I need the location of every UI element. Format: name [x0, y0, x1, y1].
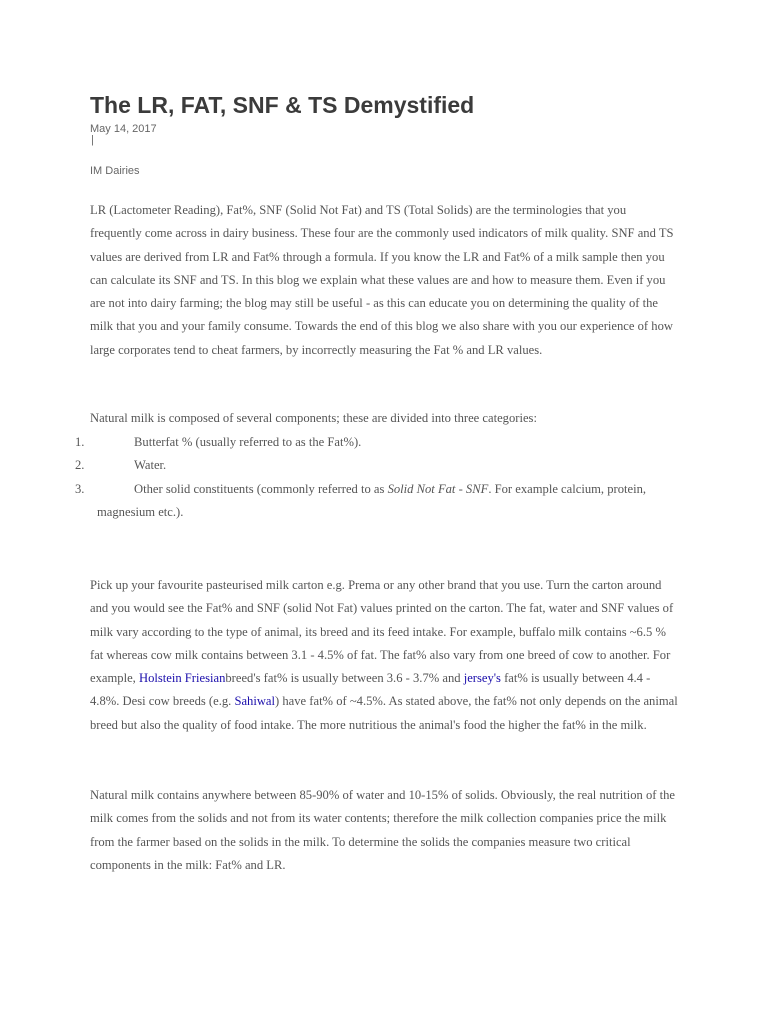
- solids-paragraph: Natural milk contains anywhere between 85-90% of water and 10-15% of solids. Obviously, the real nutrition of the milk comes from the solids and not from its water contents; therefore the milk collection companies price the milk from the farmer based on the solids in the milk. To determine the solids the companies measure two critical components in the milk: Fat% and LR.: [90, 788, 675, 872]
- components-list: [0, 431, 768, 524]
- list-item-text: [134, 482, 646, 496]
- meta-separator: |: [91, 134, 94, 146]
- carton-text-3: fat% is usually between 4.4 - 4.8%. Desi cow breeds (e.g.: [90, 671, 651, 709]
- list-item: [0, 454, 679, 477]
- components-lead: Natural milk is composed of several components; these are divided into three categories:: [90, 411, 537, 425]
- list-item-text-end: . For example calcium, protein,: [488, 481, 647, 496]
- post-date: May 14, 2017: [90, 123, 157, 135]
- list-item-number: 3.: [75, 481, 85, 496]
- carton-paragraph: [90, 574, 680, 737]
- list-item-text: Butterfat % (usually referred to as the Fat%).: [134, 435, 362, 449]
- intro-paragraph: LR (Lactometer Reading), Fat%, SNF (Solid Not Fat) and TS (Total Solids) are the terminologies that you frequently come across in dairy business. These four are the commonly used indicators of milk quality. SNF and TS values are derived from LR and Fat% through a formula. If you know the LR and Fat% of a milk sample then you can calculate its SNF and TS. In this blog we explain what these values are and how to measure them. Even if you are not into dairy farming; the blog may still be useful - as this can educate you on determining the quality of the milk that you and your family consume. Towards the end of this blog we also share with you our experience of how large corporates tend to cheat farmers, by incorrectly measuring the Fat % and LR values.: [90, 203, 674, 357]
- carton-text-1: Pick up your favourite pasteurised milk carton e.g. Prema or any other brand that you use. Turn the carton around and you would see the Fat% and SNF (solid Not Fat) values printed on the carton. The fat, water and SNF values of milk vary according to the type of animal, its breed and its feed intake. For example, buffalo milk contains ~6.5 % fat whereas cow milk contains between 3.1 - 4.5% of fat. The fat% also vary from one breed of cow to another. For example,: [90, 578, 674, 686]
- list-item-number: 1.: [75, 435, 85, 449]
- snf-emphasis: Solid Not Fat - SNF: [387, 481, 489, 496]
- list-item-number: 2.: [75, 458, 85, 473]
- list-item: [0, 478, 679, 525]
- list-item: [0, 431, 679, 454]
- list-item-text-start: Other solid constituents (commonly referred to as: [134, 481, 388, 496]
- sahiwal-link[interactable]: Sahiwal: [234, 694, 276, 709]
- holstein-friesian-link[interactable]: Holstein Friesian: [138, 671, 226, 686]
- article-title: The LR, FAT, SNF & TS Demystified: [90, 92, 475, 118]
- post-author[interactable]: IM Dairies: [90, 165, 140, 177]
- list-item-continuation: magnesium etc.).: [97, 504, 184, 519]
- jersey-link[interactable]: jersey's: [463, 671, 501, 686]
- carton-text-4: ) have fat% of ~4.5%. As stated above, the fat% not only depends on the animal breed but also the quality of food intake. The more nutritious the animal's food the higher the fat% in the milk.: [90, 694, 678, 732]
- carton-text-2: breed's fat% is usually between 3.6 - 3.7% and: [225, 671, 464, 686]
- list-item-text: Water.: [134, 458, 167, 473]
